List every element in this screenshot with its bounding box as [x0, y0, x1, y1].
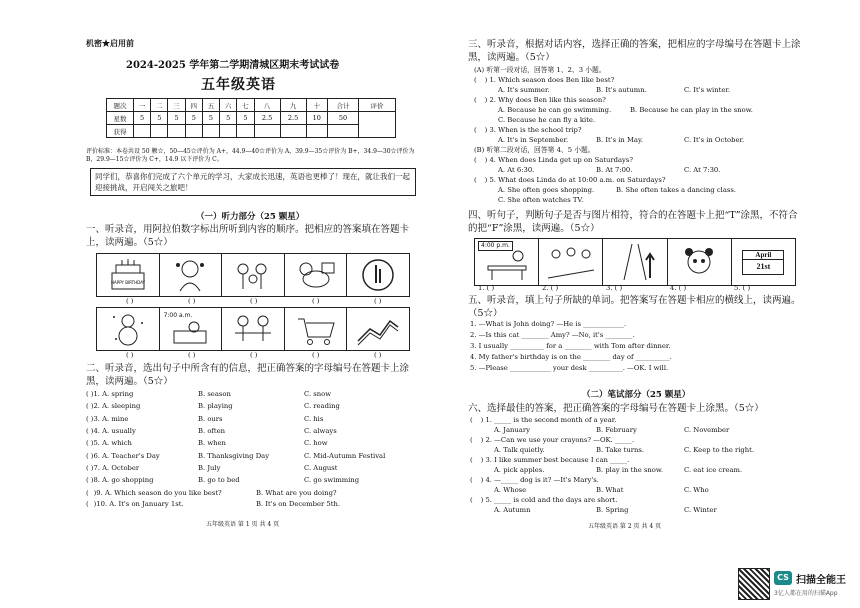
sec2-option-b: B. ours — [198, 414, 223, 423]
grading-note: 评价标准：本卷共设 50 颗☆，50—45☆评价为 A+，44.9—40☆评价为 A，39.9—35☆评价为 B+，34.9—30☆评价为 B，29.9—15☆评价为 C+，14.9 以下评价为 C。 — [86, 148, 415, 163]
sec2-question-row — [86, 402, 416, 413]
sec3-q3: ( ) 3. When is the school trip? — [474, 126, 582, 134]
sec2-option-a: ( )2. A. sleeping — [86, 402, 141, 411]
sec6-q2: ( ) 2. —Can we use your crayons? —OK. _____. — [470, 436, 635, 444]
sec2-option-a: ( )8. A. go shopping — [86, 476, 154, 485]
sec5-line-5: 5. —Please ____________ your desk __________. —OK. I will. — [470, 364, 669, 372]
calendar-image — [732, 239, 795, 285]
sec2-option-c: C. how — [304, 439, 328, 448]
sec2-option-c: C. Mid-Autumn Festival — [304, 451, 386, 460]
sec2-option-c: C. his — [304, 414, 324, 423]
sec3-q2-option-b: B. Because he can play in the snow. — [630, 106, 753, 114]
answer-bracket: ( ) — [374, 297, 382, 305]
sec3-q2-option-a: A. Because he can go swimming. — [498, 106, 612, 114]
answer-bracket: ( ) — [188, 351, 196, 359]
great-wall-image — [347, 308, 409, 350]
left-page — [86, 0, 416, 560]
sec6-q5-option-b: B. Spring — [596, 506, 629, 514]
sec4-time-label: 4:00 p.m. — [478, 241, 513, 251]
sec6-q3: ( ) 3. I like summer best because I can _____. — [470, 456, 630, 464]
sec6-q1-option-c: C. November — [684, 426, 730, 434]
answer-bracket: ( ) — [312, 351, 320, 359]
exam-title: 2024-2025 学年第二学期清城区期末考试试卷 — [126, 60, 340, 71]
time-label: 7:00 a.m. — [163, 312, 193, 319]
sec6-q4-option-a: A. Whose — [494, 486, 527, 494]
sec4-answer-1: 1. ( ) — [478, 284, 495, 292]
sec3-q3-option-c: C. It's in October. — [684, 136, 745, 144]
sec2-q9-option-b: B. What are you doing? — [256, 489, 337, 497]
sec2-option-b: B. go to bed — [198, 476, 240, 485]
children-line-image — [539, 239, 603, 285]
sec3-q1-option-a: A. It's summer. — [498, 86, 550, 94]
sec3-q1-option-c: C. It's winter. — [684, 86, 730, 94]
sec2-question-row — [86, 390, 416, 401]
sec4-answer-2: 2. ( ) — [542, 284, 559, 292]
girl-image — [160, 254, 223, 296]
sec6-q2-option-b: B. Take turns. — [596, 446, 645, 454]
score-table — [106, 98, 396, 138]
watermark-subtitle: 3亿人都在用的扫描App — [774, 590, 838, 597]
sec4-title: 四、听句子，判断句子是否与图片相符，符合的在答题卡上把“T”涂黑，不符合的把“F”涂黑，读两遍。（5☆） — [468, 210, 798, 234]
sec5-line-1: 1. —What is John doing? —He is ____________. — [470, 320, 627, 328]
sec6-q5-option-a: A. Autumn — [494, 506, 531, 514]
kids-playing-image — [222, 308, 285, 350]
sec6-q4-option-b: B. What — [596, 486, 624, 494]
notice-box: 同学们，恭喜你们完成了六个单元的学习，大家成长迅速，英语也更棒了！现在，就让我们一起迎接挑战，开启闯关之旅吧！ — [90, 168, 416, 196]
birthday-text: HAPPY BIRTHDAY — [110, 280, 145, 285]
sec6-q4: ( ) 4. —_____ dog is it? —It's Mary's. — [470, 476, 599, 484]
calendar-month: April — [743, 251, 783, 260]
sec3-q5-option-a: A. She often goes shopping. — [498, 186, 595, 194]
sec2-question-row — [86, 427, 416, 438]
sec6-q1-option-a: A. January — [494, 426, 530, 434]
sec5-title: 五、听录音，填上句子所缺的单词。把答案写在答题卡相应的横线上，读两遍。（5☆） — [468, 295, 801, 319]
right-page — [468, 0, 803, 560]
shopping-cart-image — [285, 308, 348, 350]
sec2-question-row — [86, 476, 416, 487]
sec3-part-a: (A) 听第一段对话，回答第 1、2、3 小题。 — [474, 66, 606, 74]
sec6-q3-option-b: B. play in the snow. — [596, 466, 664, 474]
answer-bracket: ( ) — [188, 297, 196, 305]
birthday-cake-image — [97, 254, 160, 296]
sec2-option-b: B. often — [198, 426, 226, 435]
sec2-q10-option-b: B. It's on December 5th. — [256, 500, 341, 508]
sec2-option-a: ( )6. A. Teacher's Day — [86, 451, 160, 460]
calendar-day: 21st — [756, 261, 771, 271]
left-footer: 五年级英语 第 1 页 共 4 页 — [206, 521, 280, 528]
snowman-image — [97, 308, 160, 350]
answer-bracket: ( ) — [126, 297, 134, 305]
kids-snack-image — [475, 239, 539, 285]
sec2-option-c: C. reading — [304, 402, 340, 411]
sec2-option-c: C. always — [304, 426, 337, 435]
sec2-question-row — [86, 452, 416, 463]
sec6-q2-option-a: A. Talk quietly. — [494, 446, 545, 454]
sec2-option-b: B. when — [198, 439, 226, 448]
answer-bracket: ( ) — [312, 297, 320, 305]
sec3-title: 三、听录音，根据对话内容，选择正确的答案，把相应的字母编号在答题卡上涂黑，读两遍。（5☆） — [468, 39, 801, 63]
sec3-part-b: (B) 听第二段对话，回答第 4、5 小题。 — [474, 146, 595, 154]
sec2-option-b: B. playing — [198, 402, 233, 411]
sec2-question-row — [86, 439, 416, 450]
sec5-line-2: 2. —Is this cat ________ Amy? —No, it's ________. — [470, 331, 635, 339]
sec3-q1: ( ) 1. Which season does Ben like best? — [474, 76, 615, 84]
right-footer: 五年级英语 第 2 页 共 4 页 — [588, 523, 662, 530]
sec1-pictures-row2 — [96, 307, 410, 351]
sec3-q4-option-c: C. At 7:30. — [684, 166, 721, 174]
sec2-q9: ( )9. A. Which season do you like best? — [86, 489, 222, 497]
sec2-option-b: B. Thanksgiving Day — [198, 451, 270, 460]
listening-header: （一）听力部分（25 颗星） — [196, 212, 305, 222]
sec3-q5: ( ) 5. What does Linda do at 10:00 a.m. on Saturdays? — [474, 176, 666, 184]
sec2-option-a: ( )7. A. October — [86, 463, 140, 472]
sec4-answer-5: 5. ( ) — [734, 284, 751, 292]
sec1-pictures-row1 — [96, 253, 410, 297]
sec3-q4-option-a: A. At 6:30. — [498, 166, 535, 174]
sec6-q3-option-c: C. eat ice cream. — [684, 466, 743, 474]
sec4-pictures — [474, 238, 796, 286]
sec1-title: 一、听录音，用阿拉伯数字标出所听到内容的顺序。把相应的答案填在答题卡上，读两遍。（5☆） — [86, 224, 410, 248]
road-arrow-image — [603, 239, 667, 285]
watermark-name: 扫描全能王 — [796, 575, 846, 586]
sec3-q5-option-b: B. She often takes a dancing class. — [616, 186, 737, 194]
sec6-q1-option-b: B. February — [596, 426, 637, 434]
sec2-option-a: ( )5. A. which — [86, 439, 132, 448]
sec3-q5-option-c: C. She often watches TV. — [498, 196, 584, 204]
panda-image — [668, 239, 732, 285]
written-header: （二）笔试部分（25 颗星） — [582, 390, 691, 400]
sec3-q1-option-b: B. It's autumn. — [596, 86, 647, 94]
family-image — [222, 254, 285, 296]
sec2-option-a: ( )3. A. mine — [86, 414, 129, 423]
sec3-q4: ( ) 4. When does Linda get up on Saturdays? — [474, 156, 634, 164]
sec2-option-c: C. August — [304, 463, 338, 472]
sec4-answer-3: 3. ( ) — [606, 284, 623, 292]
sec2-q10: ( )10. A. It's on January 1st. — [86, 500, 184, 508]
secret-label: 机密★启用前 — [86, 38, 134, 48]
subject-title: 五年级英语 — [201, 77, 276, 93]
quiet-sign-image — [347, 254, 409, 296]
sec3-q3-option-a: A. It's in September. — [498, 136, 569, 144]
sec3-q2: ( ) 2. Why does Ben like this season? — [474, 96, 606, 104]
sec2-option-a: ( )4. A. usually — [86, 426, 136, 435]
score-row-header: 题次 一 二 三 四 五 六 七 八 九 十 合计 评价 — [107, 99, 396, 112]
wake-up-image — [160, 308, 223, 350]
camscanner-logo-icon: CS — [774, 571, 792, 585]
dog-image — [285, 254, 348, 296]
sec2-option-b: B. July — [198, 463, 221, 472]
sec6-q1: ( ) 1. _____ is the second month of a year. — [470, 416, 617, 424]
sec6-q4-option-c: C. Who — [684, 486, 709, 494]
answer-bracket: ( ) — [250, 297, 258, 305]
sec3-q2-option-c: C. Because he can fly a kite. — [498, 116, 596, 124]
sec6-q3-option-a: A. pick apples. — [494, 466, 545, 474]
sec6-q2-option-c: C. Keep to the right. — [684, 446, 755, 454]
sec6-title: 六、选择最佳的答案，把正确答案的字母编号在答题卡上涂黑。（5☆） — [468, 403, 764, 414]
answer-bracket: ( ) — [126, 351, 134, 359]
sec6-q5: ( ) 5. _____ is cold and the days are short. — [470, 496, 618, 504]
score-row-stars: 星数 5 5 5 5 5 5 5 2.5 2.5 10 50 — [107, 112, 396, 125]
sec3-q4-option-b: B. At 7:00. — [596, 166, 633, 174]
sec2-option-c: C. snow — [304, 390, 332, 398]
sec6-q5-option-c: C. Winter — [684, 506, 717, 514]
sec2-question-row — [86, 415, 416, 426]
answer-bracket: ( ) — [374, 351, 382, 359]
sec5-line-3: 3. I usually __________ for a ________ with Tom after dinner. — [470, 342, 671, 350]
answer-bracket: ( ) — [250, 351, 258, 359]
sec4-answer-4: 4. ( ) — [670, 284, 687, 292]
sec5-line-4: 4. My father's birthday is on the ________ day of __________. — [470, 353, 672, 361]
sec2-option-a: ( )1. A. spring — [86, 390, 134, 398]
score-row-obtained: 获得 — [107, 125, 396, 138]
sec2-question-row — [86, 464, 416, 475]
sec3-q3-option-b: B. It's in May. — [596, 136, 644, 144]
qr-code-icon — [738, 568, 770, 600]
sec2-option-b: B. season — [198, 390, 231, 398]
sec2-option-c: C. go swimming — [304, 476, 360, 485]
sec2-title: 二、听录音，选出句子中所含有的信息，把正确答案的字母编号在答题卡上涂黑，读两遍。（5☆） — [86, 363, 410, 387]
